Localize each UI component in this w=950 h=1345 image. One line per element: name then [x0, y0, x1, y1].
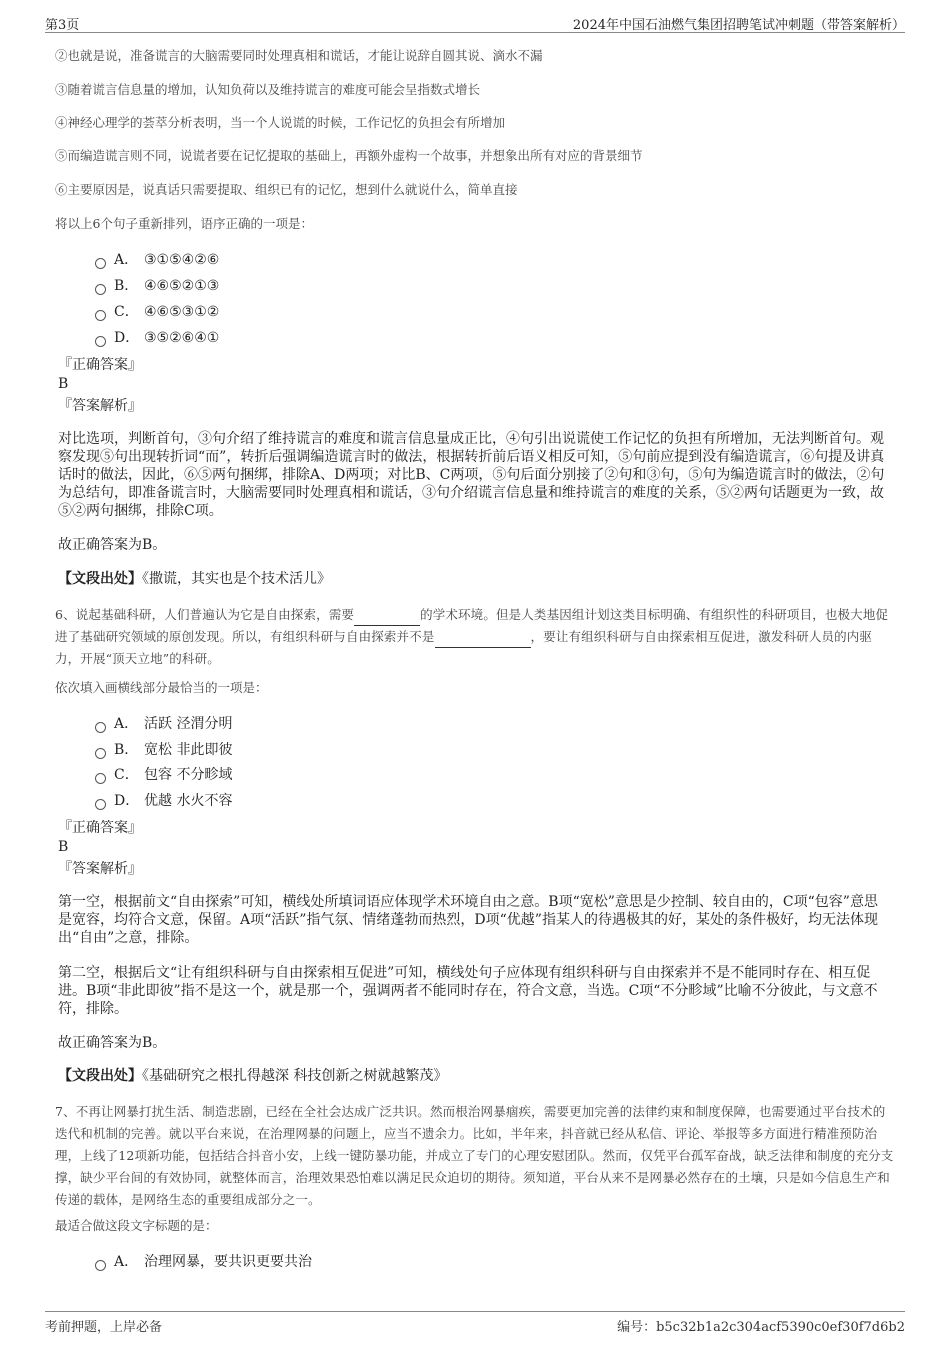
q6-answer-label: 『正确答案』: [58, 820, 142, 836]
q5-sentence-2: ②也就是说，准备谎言的大脑需要同时处理真相和谎话，才能让说辞自圆其说、滴水不漏: [55, 48, 543, 63]
q6-blank-1[interactable]: [354, 609, 420, 626]
q6-option-b[interactable]: B． 宽松 非此即彼: [95, 740, 232, 760]
q5-sentence-6: ⑥主要原因是，说真话只需要提取、组织已有的记忆，想到什么就说什么，简单直接: [55, 182, 518, 197]
q5-option-c[interactable]: C． ④⑥⑤③①②: [95, 302, 219, 322]
q5-analysis-label: 『答案解析』: [58, 398, 142, 414]
page-number: 第3页: [45, 18, 80, 33]
q6-conclusion: 故正确答案为B。: [58, 1035, 167, 1051]
q5-sentence-4: ④神经心理学的荟萃分析表明，当一个人说谎的时候，工作记忆的负担会有所增加: [55, 115, 506, 130]
q6-blank-2[interactable]: [435, 631, 531, 648]
q7-prompt: 最适合做这段文字标题的是：: [55, 1218, 218, 1233]
q5-answer-label: 『正确答案』: [58, 357, 142, 373]
q6-option-c[interactable]: C． 包容 不分畛域: [95, 765, 232, 785]
radio-icon[interactable]: [95, 773, 106, 784]
radio-icon[interactable]: [95, 748, 106, 759]
page-header: [45, 12, 905, 33]
q5-analysis-text: 对比选项，判断首句，③句介绍了维持谎言的难度和谎言信息量成正比，④句引出说谎使工作记忆的负担有所增加，无法判断首句。观察发现⑤句出现转折词“而”，转折后强调编造谎言时的做法，根据转折前后语义相反可知，⑤句前应提到没有编造谎言，⑥句提及讲真话时的做法，因此，⑥⑤两句捆绑，排除A、D两项；对比B、C两项，⑤句后面分别接了②句和③句，⑤句为编造谎言时的做法，②句为总结句，即准备谎言时，大脑需要同时处理真相和谎话，③句介绍谎言信息量和维持谎言的难度的关系，⑤②两句话题更为一致，故⑤②两句捆绑，排除C项。: [58, 431, 885, 519]
q6-option-a[interactable]: A． 活跃 泾渭分明: [95, 714, 232, 734]
radio-icon[interactable]: [95, 1260, 106, 1271]
q5-option-a[interactable]: A． ③①⑤④②⑥: [95, 250, 219, 270]
q5-source: 【文段出处】《撒谎，其实也是个技术活儿》: [58, 571, 331, 587]
page-footer: [45, 1311, 905, 1336]
document-id: 编号：b5c32b1a2c304acf5390c0ef30f7d6b2: [617, 1320, 905, 1335]
q6-option-d[interactable]: D． 优越 水火不容: [95, 791, 232, 811]
radio-icon[interactable]: [95, 336, 106, 347]
q6-stem: 6、说起基础科研，人们普遍认为它是自由探索，需要 的学术环境。但是人类基因组计划这类目标明确、有组织性的科研项目，也极大地促进了基础研究领域的原创发现。所以，有组织科研与自由探索并不是 ，要让有组织科研与自由探索相互促进，激发科研人员的内驱力，开展“顶天立地”的科研。: [55, 607, 889, 666]
q5-sentence-3: ③随着谎言信息量的增加，认知负荷以及维持谎言的难度可能会呈指数式增长: [55, 82, 481, 97]
radio-icon[interactable]: [95, 310, 106, 321]
footer-slogan: 考前押题，上岸必备: [45, 1320, 163, 1335]
q5-answer: B: [58, 376, 69, 392]
q6-source: 【文段出处】《基础研究之根扎得越深 科技创新之树就越繁茂》: [58, 1068, 448, 1084]
q7-option-a[interactable]: A． 治理网暴，要共识更要共治: [95, 1252, 312, 1272]
q5-sentence-5: ⑤而编造谎言则不同，说谎者要在记忆提取的基础上，再额外虚构一个故事，并想象出所有对应的背景细节: [55, 148, 643, 163]
radio-icon[interactable]: [95, 284, 106, 295]
q6-analysis-label: 『答案解析』: [58, 861, 142, 877]
q6-analysis-first: 第一空，根据前文“自由探索”可知，横线处所填词语应体现学术环境自由之意。B项“宽松”意思是少控制、较自由的，C项“包容”意思是宽容，均符合文意，保留。A项“活跃”指气氛、情绪蓬勃而热烈，D项“优越”指某人的待遇极其的好，某处的条件极好，均无法体现出“自由”之意，排除。: [58, 894, 878, 946]
q5-prompt: 将以上6个句子重新排列，语序正确的一项是：: [55, 216, 313, 231]
q6-analysis-second: 第二空，根据后文“让有组织科研与自由探索相互促进”可知，横线处句子应体现有组织科研与自由探索并不是不能同时存在、相互促进。B项“非此即彼”指不是这一个，就是那一个，强调两者不能同时存在，符合文意，当选。C项“不分畛域”比喻不分彼此，与文意不符，排除。: [58, 965, 878, 1017]
radio-icon[interactable]: [95, 799, 106, 810]
q5-option-b[interactable]: B． ④⑥⑤②①③: [95, 276, 219, 296]
q5-option-d[interactable]: D． ③⑤②⑥④①: [95, 328, 219, 348]
radio-icon[interactable]: [95, 258, 106, 269]
q7-stem: 7、不再让网暴打扰生活、制造悲剧，已经在全社会达成广泛共识。然而根治网暴痼疾，需要更加完善的法律约束和制度保障，也需要通过平台技术的迭代和机制的完善。就以平台来说，在治理网暴的问题上，应当不遗余力。比如，半年来，抖音就已经从私信、评论、举报等多方面进行精准预防治理，上线了12项新功能，包括结合抖音小安，上线一键防暴功能，并成立了专门的心理安慰团队。然而，仅凭平台孤军奋战，缺乏法律和制度的充分支撑，缺少平台间的有效协同，就整体而言，治理效果恐怕难以满足民众迫切的期待。须知道，平台从来不是网暴必然存在的土壤，只是如今信息生产和传递的载体，是网络生态的重要组成部分之一。: [55, 1104, 894, 1207]
q5-conclusion: 故正确答案为B。: [58, 537, 167, 553]
radio-icon[interactable]: [95, 722, 106, 733]
q6-answer: B: [58, 839, 69, 855]
q6-prompt: 依次填入画横线部分最恰当的一项是：: [55, 680, 268, 695]
document-title: 2024年中国石油燃气集团招聘笔试冲刺题（带答案解析）: [572, 18, 905, 33]
